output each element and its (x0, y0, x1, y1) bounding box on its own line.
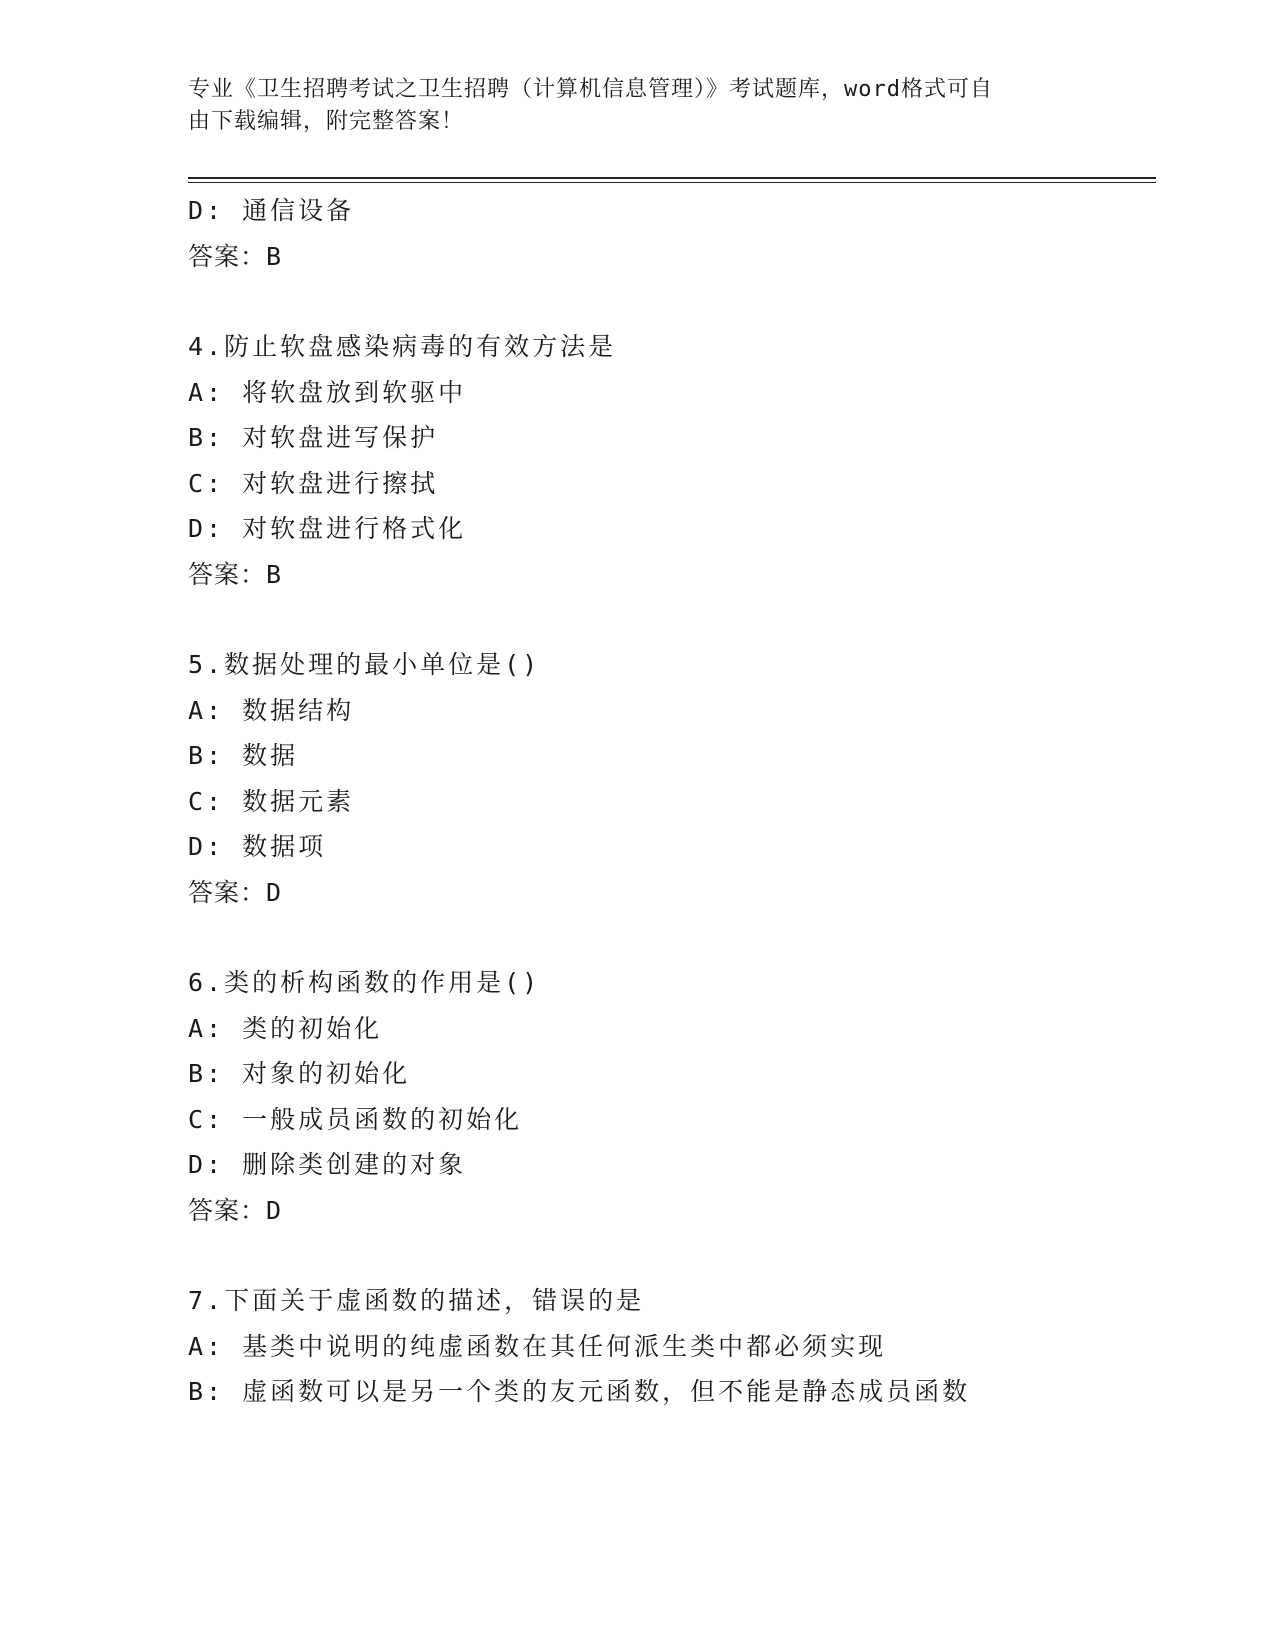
header-line-2: 由下载编辑，附完整答案！ (188, 109, 465, 134)
question-4 (188, 324, 1148, 597)
option-d: D: 数据项 (188, 832, 327, 861)
answer: 答案：D (188, 1195, 283, 1225)
question-5 (188, 642, 1148, 915)
spacer (188, 915, 1148, 960)
question-7 (188, 1278, 1148, 1415)
option-b: B: 数据 (188, 741, 299, 770)
question-title: 7.下面关于虚函数的描述，错误的是 (188, 1286, 645, 1315)
option-b: B: 对软盘进写保护 (188, 423, 439, 452)
answer: 答案：B (188, 241, 283, 271)
option-b: B: 对象的初始化 (188, 1059, 411, 1088)
spacer (188, 597, 1148, 642)
option-c: C: 数据元素 (188, 786, 355, 816)
answer: 答案：B (188, 559, 283, 589)
answer: 答案：D (188, 877, 283, 907)
question-list (188, 188, 1148, 1415)
option-d: D: 通信设备 (188, 196, 355, 225)
option-c: C: 对软盘进行擦拭 (188, 468, 439, 498)
option-c: C: 一般成员函数的初始化 (188, 1104, 523, 1134)
spacer (188, 279, 1148, 324)
header-line-1: 专业《卫生招聘考试之卫生招聘（计算机信息管理）》考试题库，word格式可自 (188, 77, 993, 102)
document-header (188, 74, 1078, 138)
spacer (188, 1233, 1148, 1278)
option-d: D: 对软盘进行格式化 (188, 514, 467, 543)
question-title: 4.防止软盘感染病毒的有效方法是 (188, 332, 617, 361)
option-d: D: 删除类创建的对象 (188, 1150, 467, 1179)
option-b: B: 虚函数可以是另一个类的友元函数，但不能是静态成员函数 (188, 1377, 971, 1406)
option-a: A: 基类中说明的纯虚函数在其任何派生类中都必须实现 (188, 1331, 887, 1361)
option-a: A: 将软盘放到软驱中 (188, 377, 467, 407)
header-divider (188, 177, 1156, 183)
option-a: A: 数据结构 (188, 695, 355, 725)
question-title: 5.数据处理的最小单位是() (188, 650, 541, 679)
question-title: 6.类的析构函数的作用是() (188, 968, 541, 997)
question-6 (188, 960, 1148, 1233)
option-a: A: 类的初始化 (188, 1013, 383, 1043)
